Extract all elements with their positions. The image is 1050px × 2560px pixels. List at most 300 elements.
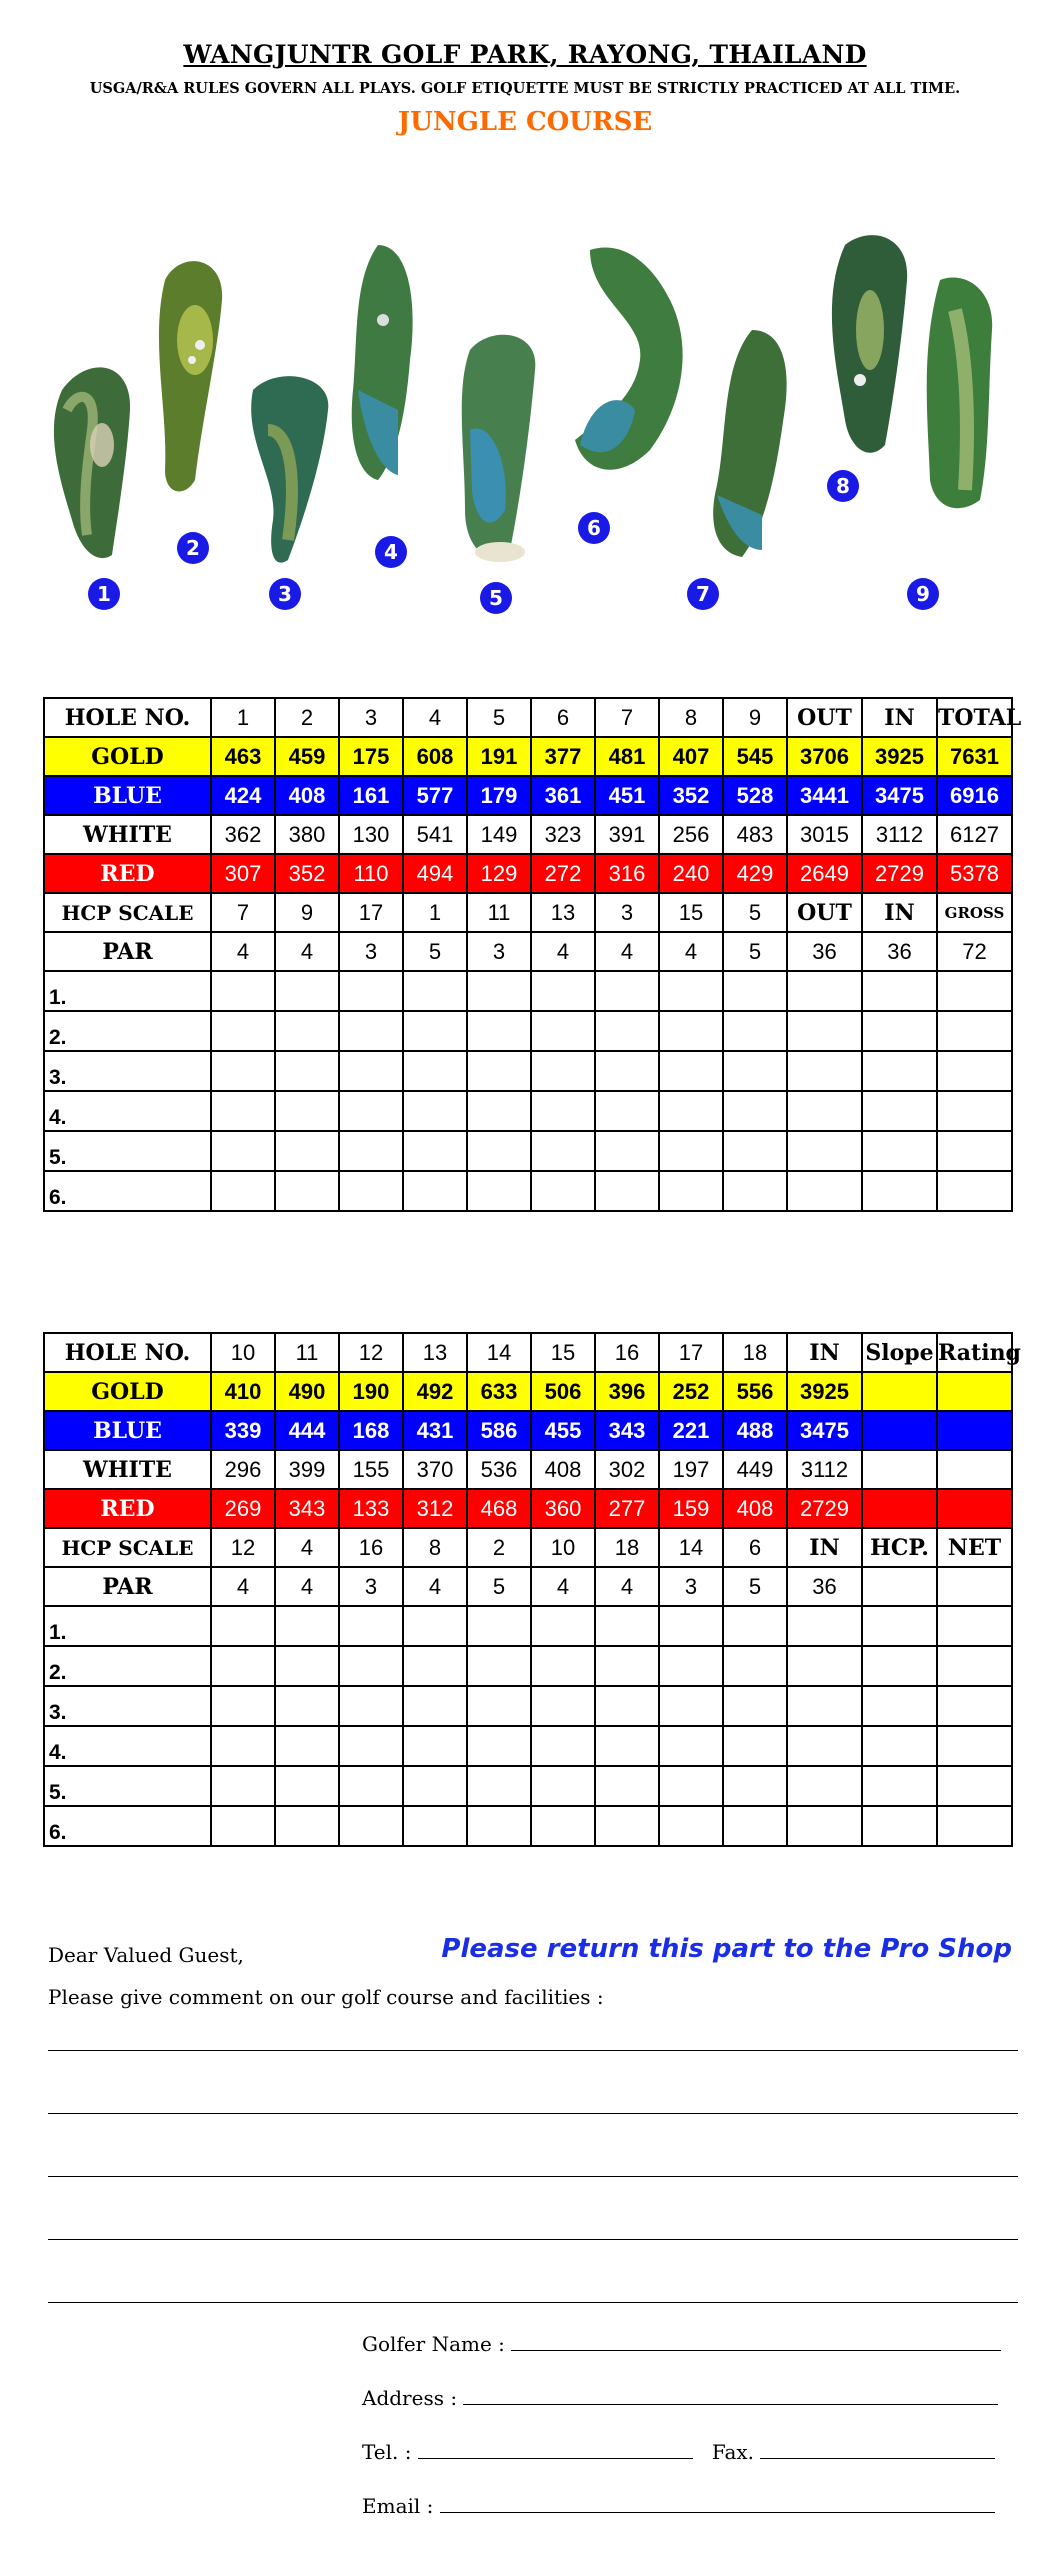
score-cell[interactable]: [595, 971, 659, 1011]
yardage-cell: 408: [531, 1450, 595, 1489]
score-cell[interactable]: [595, 1171, 659, 1211]
yardage-cell: 312: [403, 1489, 467, 1528]
score-cell[interactable]: [862, 1131, 937, 1171]
score-cell[interactable]: [531, 1131, 595, 1171]
score-cell[interactable]: [723, 1766, 787, 1806]
player-number: 1.: [44, 971, 211, 1011]
blue-tee-row: [44, 776, 1012, 815]
score-cell[interactable]: [595, 1091, 659, 1131]
yardage-cell: 6127: [937, 815, 1012, 854]
par-cell: 5: [723, 1567, 787, 1606]
return-note: Please return this part to the Pro Shop: [441, 1934, 1012, 1964]
yardage-cell: 191: [467, 737, 531, 776]
yardage-cell: 396: [595, 1372, 659, 1411]
comment-line[interactable]: [48, 2302, 1018, 2303]
score-cell[interactable]: [275, 1091, 339, 1131]
player-row[interactable]: [44, 1091, 1012, 1131]
hole-number-badge: 9: [907, 578, 939, 610]
score-cell[interactable]: [531, 1646, 595, 1686]
slope-cell[interactable]: [862, 1489, 937, 1528]
row-label: GOLD: [44, 1372, 211, 1411]
yardage-cell: 541: [403, 815, 467, 854]
score-cell[interactable]: [211, 1131, 275, 1171]
score-cell[interactable]: [211, 1726, 275, 1766]
score-cell[interactable]: [595, 1646, 659, 1686]
score-cell[interactable]: [339, 1606, 403, 1646]
score-cell[interactable]: [862, 971, 937, 1011]
comment-line[interactable]: [48, 2113, 1018, 2114]
score-cell[interactable]: [467, 1011, 531, 1051]
player-number: 6.: [44, 1171, 211, 1211]
score-cell[interactable]: [211, 1051, 275, 1091]
score-cell[interactable]: [531, 1606, 595, 1646]
score-cell[interactable]: [339, 1726, 403, 1766]
player-row[interactable]: [44, 1051, 1012, 1091]
score-cell[interactable]: [723, 1686, 787, 1726]
yardage-cell: 175: [339, 737, 403, 776]
yardage-cell: 556: [723, 1372, 787, 1411]
score-cell[interactable]: [403, 1806, 467, 1846]
row-label: RED: [44, 1489, 211, 1528]
score-cell[interactable]: [275, 1011, 339, 1051]
tel-label: Tel. :: [362, 2440, 412, 2464]
score-cell[interactable]: [787, 1131, 862, 1171]
player-number: 4.: [44, 1726, 211, 1766]
score-cell[interactable]: [531, 1806, 595, 1846]
score-cell[interactable]: [403, 1051, 467, 1091]
score-cell[interactable]: [403, 1606, 467, 1646]
hole-number-badge: 1: [88, 578, 120, 610]
yardage-cell: 506: [531, 1372, 595, 1411]
score-cell[interactable]: [937, 1011, 1012, 1051]
yardage-cell: 130: [339, 815, 403, 854]
comment-line[interactable]: [48, 2239, 1018, 2240]
score-cell[interactable]: [787, 1686, 862, 1726]
score-cell[interactable]: [211, 1646, 275, 1686]
player-row[interactable]: [44, 1131, 1012, 1171]
in-header: IN: [787, 1333, 862, 1372]
yardage-cell: 3475: [862, 776, 937, 815]
score-cell[interactable]: [787, 1646, 862, 1686]
rating-cell[interactable]: [937, 1372, 1012, 1411]
rating-cell[interactable]: [937, 1450, 1012, 1489]
score-cell[interactable]: [531, 1051, 595, 1091]
score-cell[interactable]: [275, 1606, 339, 1646]
score-cell[interactable]: [659, 1766, 723, 1806]
slope-header: Slope: [862, 1333, 937, 1372]
hole-cell: 18: [723, 1333, 787, 1372]
player-row[interactable]: [44, 1686, 1012, 1726]
hcp-cell: 5: [723, 893, 787, 932]
score-cell[interactable]: [862, 1686, 937, 1726]
par-cell: 4: [275, 932, 339, 971]
email-label: Email :: [362, 2494, 434, 2518]
score-cell[interactable]: [595, 1766, 659, 1806]
golfer-name-field: [362, 2330, 1001, 2356]
score-cell[interactable]: [339, 1131, 403, 1171]
hole-cell: 3: [339, 698, 403, 737]
score-cell[interactable]: [787, 971, 862, 1011]
score-cell[interactable]: [787, 1171, 862, 1211]
score-cell[interactable]: [937, 1766, 1012, 1806]
score-cell[interactable]: [937, 971, 1012, 1011]
score-cell[interactable]: [937, 1726, 1012, 1766]
score-cell[interactable]: [659, 1686, 723, 1726]
score-cell[interactable]: [862, 1726, 937, 1766]
yardage-cell: 161: [339, 776, 403, 815]
hcp-cell: 1: [403, 893, 467, 932]
score-cell[interactable]: [339, 1091, 403, 1131]
yardage-cell: 362: [211, 815, 275, 854]
score-cell[interactable]: [467, 1606, 531, 1646]
hole-4-layout: [338, 240, 428, 490]
hole-3-layout: [238, 370, 338, 570]
score-cell[interactable]: [275, 1171, 339, 1211]
score-cell[interactable]: [467, 1726, 531, 1766]
yardage-cell: 168: [339, 1411, 403, 1450]
yardage-cell: 444: [275, 1411, 339, 1450]
rules-notice: USGA/R&A RULES GOVERN ALL PLAYS. GOLF ETIQUETTE MUST BE STRICTLY PRACTICED AT ALL TIME.: [89, 80, 961, 97]
score-cell[interactable]: [937, 1131, 1012, 1171]
score-cell[interactable]: [403, 1091, 467, 1131]
score-cell[interactable]: [211, 1091, 275, 1131]
score-cell[interactable]: [595, 1011, 659, 1051]
score-cell[interactable]: [403, 1131, 467, 1171]
score-cell[interactable]: [339, 1011, 403, 1051]
score-cell[interactable]: [659, 1806, 723, 1846]
yardage-cell: 343: [275, 1489, 339, 1528]
score-cell[interactable]: [467, 1806, 531, 1846]
score-cell[interactable]: [937, 1686, 1012, 1726]
score-cell[interactable]: [787, 1726, 862, 1766]
row-label: HOLE NO.: [44, 1333, 211, 1372]
player-row[interactable]: [44, 1606, 1012, 1646]
yardage-cell: 451: [595, 776, 659, 815]
score-cell[interactable]: [531, 1766, 595, 1806]
score-cell[interactable]: [787, 1051, 862, 1091]
hcp-label: HCP.: [862, 1528, 937, 1567]
yardage-cell: 3925: [862, 737, 937, 776]
score-cell[interactable]: [787, 1011, 862, 1051]
hole-number-badge: 6: [578, 512, 610, 544]
score-cell[interactable]: [659, 1051, 723, 1091]
score-cell[interactable]: [211, 1686, 275, 1726]
score-cell[interactable]: [403, 1686, 467, 1726]
hole-number-row: [44, 1333, 1012, 1372]
score-cell[interactable]: [862, 1171, 937, 1211]
yardage-cell: 391: [595, 815, 659, 854]
yardage-cell: 463: [211, 737, 275, 776]
score-cell[interactable]: [723, 1726, 787, 1766]
yardage-cell: 380: [275, 815, 339, 854]
score-cell[interactable]: [862, 1051, 937, 1091]
comment-line[interactable]: [48, 2176, 1018, 2177]
player-number: 1.: [44, 1606, 211, 1646]
score-cell[interactable]: [595, 1726, 659, 1766]
score-cell[interactable]: [467, 1171, 531, 1211]
score-cell[interactable]: [723, 1171, 787, 1211]
score-cell[interactable]: [595, 1131, 659, 1171]
hcp-cell: 11: [467, 893, 531, 932]
row-label: RED: [44, 854, 211, 893]
yardage-cell: 488: [723, 1411, 787, 1450]
score-cell[interactable]: [339, 1051, 403, 1091]
score-cell[interactable]: [275, 1766, 339, 1806]
yardage-cell: 408: [275, 776, 339, 815]
score-cell[interactable]: [937, 1171, 1012, 1211]
par-cell: 36: [787, 932, 862, 971]
score-cell[interactable]: [659, 971, 723, 1011]
score-cell[interactable]: [531, 971, 595, 1011]
score-cell[interactable]: [275, 1131, 339, 1171]
yardage-cell: 252: [659, 1372, 723, 1411]
score-cell[interactable]: [339, 1646, 403, 1686]
yardage-cell: 431: [403, 1411, 467, 1450]
score-cell[interactable]: [339, 1686, 403, 1726]
hole-cell: 17: [659, 1333, 723, 1372]
hole-cell: 13: [403, 1333, 467, 1372]
score-cell[interactable]: [531, 1091, 595, 1131]
hole-cell: 4: [403, 698, 467, 737]
score-cell[interactable]: [275, 1726, 339, 1766]
score-cell[interactable]: [467, 1131, 531, 1171]
score-cell[interactable]: [937, 1646, 1012, 1686]
slope-cell[interactable]: [862, 1411, 937, 1450]
score-cell[interactable]: [275, 971, 339, 1011]
player-row[interactable]: [44, 1766, 1012, 1806]
score-cell[interactable]: [787, 1766, 862, 1806]
address-input[interactable]: [463, 2384, 998, 2405]
yardage-cell: 296: [211, 1450, 275, 1489]
yardage-cell: 2729: [787, 1489, 862, 1528]
score-cell[interactable]: [467, 1646, 531, 1686]
score-cell[interactable]: [403, 1171, 467, 1211]
score-cell[interactable]: [339, 971, 403, 1011]
score-cell[interactable]: [659, 1131, 723, 1171]
hole-1-layout: [42, 350, 142, 570]
yardage-cell: 408: [723, 1489, 787, 1528]
score-cell[interactable]: [659, 1646, 723, 1686]
score-cell[interactable]: [339, 1806, 403, 1846]
score-cell[interactable]: [531, 1011, 595, 1051]
score-cell[interactable]: [659, 1091, 723, 1131]
row-label: BLUE: [44, 776, 211, 815]
player-row[interactable]: [44, 1646, 1012, 1686]
score-cell[interactable]: [595, 1606, 659, 1646]
email-input[interactable]: [440, 2492, 995, 2513]
hole-8-layout: [815, 230, 915, 460]
yardage-cell: 3112: [787, 1450, 862, 1489]
score-cell[interactable]: [531, 1686, 595, 1726]
yardage-cell: 545: [723, 737, 787, 776]
score-cell[interactable]: [659, 1726, 723, 1766]
par-cell: 3: [467, 932, 531, 971]
score-cell[interactable]: [467, 971, 531, 1011]
yardage-cell: 110: [339, 854, 403, 893]
score-cell[interactable]: [787, 1606, 862, 1646]
yardage-cell: 307: [211, 854, 275, 893]
score-cell[interactable]: [275, 1646, 339, 1686]
hcp-cell: 7: [211, 893, 275, 932]
player-number: 3.: [44, 1051, 211, 1091]
yardage-cell: 449: [723, 1450, 787, 1489]
front-nine-scorecard: [43, 697, 1022, 1212]
row-label: PAR: [44, 1567, 211, 1606]
par-cell: 4: [595, 932, 659, 971]
yardage-cell: 494: [403, 854, 467, 893]
score-cell[interactable]: [862, 1646, 937, 1686]
red-tee-row: [44, 1489, 1012, 1528]
row-label: GOLD: [44, 737, 211, 776]
golfer-name-input[interactable]: [511, 2330, 1001, 2351]
yardage-cell: 361: [531, 776, 595, 815]
player-row[interactable]: [44, 1806, 1012, 1846]
player-number: 4.: [44, 1091, 211, 1131]
par-cell: 36: [787, 1567, 862, 1606]
score-cell[interactable]: [531, 1171, 595, 1211]
score-cell[interactable]: [595, 1686, 659, 1726]
row-label: WHITE: [44, 1450, 211, 1489]
slope-cell[interactable]: [862, 1450, 937, 1489]
score-cell[interactable]: [211, 1011, 275, 1051]
score-cell[interactable]: [659, 1011, 723, 1051]
fax-input[interactable]: [760, 2438, 995, 2459]
player-row[interactable]: [44, 1171, 1012, 1211]
score-cell[interactable]: [937, 1606, 1012, 1646]
hole-cell: 14: [467, 1333, 531, 1372]
yardage-cell: 360: [531, 1489, 595, 1528]
net-entry-cell[interactable]: [937, 1567, 1012, 1606]
player-number: 6.: [44, 1806, 211, 1846]
score-cell[interactable]: [211, 1766, 275, 1806]
row-label: PAR: [44, 932, 211, 971]
red-tee-row: [44, 854, 1012, 893]
score-cell[interactable]: [339, 1766, 403, 1806]
score-cell[interactable]: [275, 1686, 339, 1726]
score-cell[interactable]: [403, 1766, 467, 1806]
yardage-cell: 343: [595, 1411, 659, 1450]
score-cell[interactable]: [275, 1806, 339, 1846]
slope-cell[interactable]: [862, 1372, 937, 1411]
player-row[interactable]: [44, 971, 1012, 1011]
score-cell[interactable]: [467, 1766, 531, 1806]
yardage-cell: 2649: [787, 854, 862, 893]
comment-line[interactable]: [48, 2050, 1018, 2051]
yardage-cell: 407: [659, 737, 723, 776]
tel-input[interactable]: [418, 2438, 693, 2459]
score-cell[interactable]: [723, 1091, 787, 1131]
player-number: 5.: [44, 1766, 211, 1806]
score-cell[interactable]: [403, 1011, 467, 1051]
yardage-cell: 3475: [787, 1411, 862, 1450]
yardage-cell: 429: [723, 854, 787, 893]
score-cell[interactable]: [723, 971, 787, 1011]
score-cell[interactable]: [531, 1726, 595, 1766]
hcp-cell: 8: [403, 1528, 467, 1567]
score-cell[interactable]: [937, 1091, 1012, 1131]
score-cell[interactable]: [723, 1011, 787, 1051]
par-cell: 5: [723, 932, 787, 971]
player-number: 2.: [44, 1011, 211, 1051]
hole-number-badge: 4: [375, 536, 407, 568]
hole-2-layout: [140, 250, 230, 500]
score-cell[interactable]: [723, 1806, 787, 1846]
yardage-cell: 3015: [787, 815, 862, 854]
par-cell: 3: [659, 1567, 723, 1606]
score-cell[interactable]: [723, 1131, 787, 1171]
yardage-cell: 528: [723, 776, 787, 815]
hole-9-layout: [910, 270, 1010, 520]
par-cell: 4: [211, 1567, 275, 1606]
score-cell[interactable]: [659, 1606, 723, 1646]
rating-cell[interactable]: [937, 1489, 1012, 1528]
score-cell[interactable]: [787, 1091, 862, 1131]
score-cell[interactable]: [339, 1171, 403, 1211]
score-cell[interactable]: [723, 1606, 787, 1646]
yardage-cell: 468: [467, 1489, 531, 1528]
score-cell[interactable]: [211, 1806, 275, 1846]
score-cell[interactable]: [659, 1171, 723, 1211]
score-cell[interactable]: [275, 1051, 339, 1091]
score-cell[interactable]: [211, 1606, 275, 1646]
score-cell[interactable]: [937, 1051, 1012, 1091]
par-cell: 4: [595, 1567, 659, 1606]
net-label: NET: [937, 1528, 1012, 1567]
total-header: TOTAL: [937, 698, 1012, 737]
par-cell: 5: [467, 1567, 531, 1606]
score-cell[interactable]: [403, 1726, 467, 1766]
score-cell[interactable]: [595, 1051, 659, 1091]
hole-6-layout: [560, 240, 710, 490]
player-row[interactable]: [44, 1011, 1012, 1051]
score-cell[interactable]: [467, 1091, 531, 1131]
player-row[interactable]: [44, 1726, 1012, 1766]
score-cell[interactable]: [403, 971, 467, 1011]
score-cell[interactable]: [211, 1171, 275, 1211]
score-cell[interactable]: [403, 1646, 467, 1686]
score-cell[interactable]: [862, 1606, 937, 1646]
score-cell[interactable]: [862, 1091, 937, 1131]
hcp-scale-row: [44, 893, 1012, 932]
hcp-cell: 16: [339, 1528, 403, 1567]
hole-7-layout: [702, 325, 802, 565]
score-cell[interactable]: [723, 1051, 787, 1091]
score-cell[interactable]: [862, 1766, 937, 1806]
email-field: [362, 2492, 995, 2518]
score-cell[interactable]: [862, 1806, 937, 1846]
yardage-cell: 481: [595, 737, 659, 776]
score-cell[interactable]: [595, 1806, 659, 1846]
player-number: 3.: [44, 1686, 211, 1726]
yardage-cell: 586: [467, 1411, 531, 1450]
yardage-cell: 155: [339, 1450, 403, 1489]
score-cell[interactable]: [467, 1686, 531, 1726]
hcp-cell: 13: [531, 893, 595, 932]
yardage-cell: 269: [211, 1489, 275, 1528]
score-cell[interactable]: [723, 1646, 787, 1686]
score-cell[interactable]: [467, 1051, 531, 1091]
row-label: HOLE NO.: [44, 698, 211, 737]
gold-tee-row: [44, 1372, 1012, 1411]
hcp-scale-row: [44, 1528, 1012, 1567]
score-cell[interactable]: [862, 1011, 937, 1051]
score-cell[interactable]: [937, 1806, 1012, 1846]
hole-cell: 8: [659, 698, 723, 737]
score-cell[interactable]: [787, 1806, 862, 1846]
hcp-entry-cell[interactable]: [862, 1567, 937, 1606]
score-cell[interactable]: [211, 971, 275, 1011]
rating-cell[interactable]: [937, 1411, 1012, 1450]
